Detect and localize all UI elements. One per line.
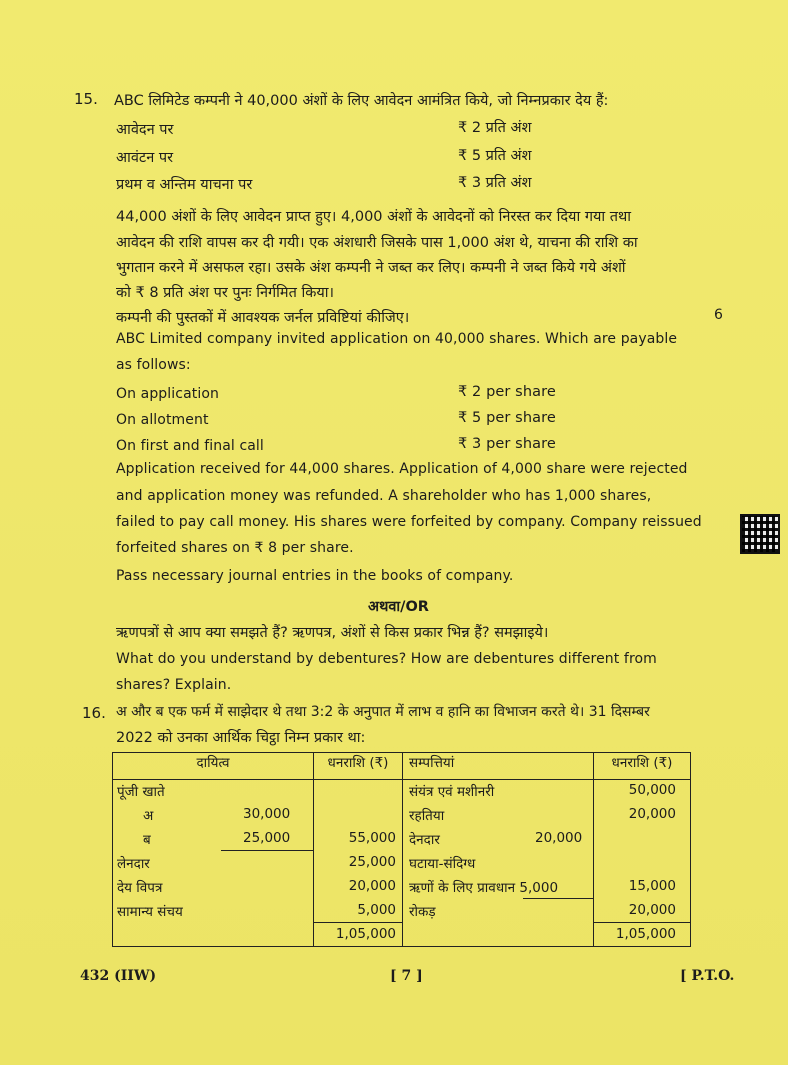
qr-code-icon (740, 514, 780, 554)
q15-english-payment-value: ₹ 3 per share (458, 436, 556, 452)
provision-doubtful-debts: ऋणों के लिए प्रावधान 5,000 (409, 880, 559, 896)
q15-english-intro-line: ABC Limited company invited application on 40,000 shares. Which are payable (116, 331, 678, 347)
header-assets: सम्पत्तियां (403, 753, 594, 780)
header-liabilities: दायित्व (113, 753, 314, 780)
bills-amount: 20,000 (348, 878, 396, 894)
stock-amount: 20,000 (628, 806, 676, 822)
balance-sheet-table (112, 752, 691, 947)
assets-cell (403, 780, 594, 947)
total-rule (314, 922, 402, 923)
pto-label: [ P.T.O. (680, 968, 735, 984)
reserve-amount: 5,000 (357, 902, 396, 918)
q15-english-instruction: Pass necessary journal entries in the books of company. (116, 568, 514, 584)
q15-hindi-para-line: को ₹ 8 प्रति अंश पर पुनः निर्गमित किया। (116, 285, 335, 301)
liabilities-cell (113, 780, 314, 947)
q15-hindi-para-line: 44,000 अंशों के लिए आवेदन प्राप्त हुए। 4,000 अंशों के आवेदनों को निरस्त कर दिया गया तथा (116, 209, 632, 225)
q15-hindi-payment-label: प्रथम व अन्तिम याचना पर (116, 177, 253, 193)
creditors-amount: 25,000 (348, 854, 396, 870)
partner-b-amount: 25,000 (243, 830, 291, 846)
q15-english-para-line: Application received for 44,000 shares. Application of 4,000 share were rejected (116, 461, 688, 477)
q15-hindi-payment-value: ₹ 2 प्रति अंश (458, 120, 532, 136)
provision-rule (523, 898, 593, 899)
q15-english-payment-value: ₹ 2 per share (458, 384, 556, 400)
liabilities-total: 1,05,000 (335, 926, 396, 942)
stock: रहतिया (409, 808, 445, 824)
partner-a-amount: 30,000 (243, 806, 291, 822)
total-rule (594, 922, 690, 923)
q15-hindi-payment-value: ₹ 3 प्रति अंश (458, 175, 532, 191)
q15-hindi-para-line: आवेदन की राशि वापस कर दी गयी। एक अंशधारी जिसके पास 1,000 अंश थे, याचना की राशि का (116, 235, 638, 251)
q16-line: अ और ब एक फर्म में साझेदार थे तथा 3:2 के अनुपात में लाभ व हानि का विभाजन करते थे। 31 दिसम्बर (116, 704, 650, 720)
header-amount: धनराशि (₹) (314, 753, 403, 780)
plant-machinery: संयंत्र एवं मशीनरी (409, 784, 495, 800)
assets-total: 1,05,000 (615, 926, 676, 942)
bills-payable: देय विपत्र (117, 880, 163, 896)
q15-english-payment-label: On first and final call (116, 438, 264, 454)
partner-a: अ (143, 808, 154, 824)
assets-amount-cell (594, 780, 691, 947)
paper-code: 432 (IIW) (80, 968, 157, 984)
debtors-gross: 20,000 (535, 830, 583, 846)
liabilities-amount-cell (314, 780, 403, 947)
creditors: लेनदार (117, 856, 150, 872)
q15-english-payment-value: ₹ 5 per share (458, 410, 556, 426)
debtors-net: 15,000 (628, 878, 676, 894)
q15-marks: 6 (714, 307, 723, 323)
cash-amount: 20,000 (628, 902, 676, 918)
q15-hindi-payment-label: आवेदन पर (116, 122, 174, 138)
partner-b: ब (143, 832, 151, 848)
q15-english-intro-line: as follows: (116, 357, 191, 373)
subtotal-rule (221, 850, 313, 851)
q15-hindi-para-line: भुगतान करने में असफल रहा। उसके अंश कम्पनी ने जब्त कर लिए। कम्पनी ने जब्त किये गये अंशों (116, 260, 626, 276)
q15-hindi-instruction: कम्पनी की पुस्तकों में आवश्यक जर्नल प्रविष्टियां कीजिए। (116, 310, 410, 326)
q15-hindi-payment-value: ₹ 5 प्रति अंश (458, 148, 532, 164)
plant-amount: 50,000 (628, 782, 676, 798)
question-number-16: 16. (82, 704, 106, 722)
q15-hindi-payment-label: आवंटन पर (116, 150, 174, 166)
cash: रोकड़ (409, 904, 436, 920)
q15-english-payment-label: On allotment (116, 412, 209, 428)
debtors: देनदार (409, 832, 440, 848)
capital-total: 55,000 (348, 830, 396, 846)
general-reserve: सामान्य संचय (117, 904, 183, 920)
q15-alt-hindi: ऋणपत्रों से आप क्या समझते हैं? ऋणपत्र, अंशों से किस प्रकार भिन्न हैं? समझाइये। (116, 625, 549, 641)
q15-hindi-intro: ABC लिमिटेड कम्पनी ने 40,000 अंशों के लिए आवेदन आमंत्रित किये, जो निम्नप्रकार देय हैं: (114, 93, 609, 109)
less-label: घटाया-संदिग्ध (409, 856, 476, 872)
q15-english-para-line: failed to pay call money. His shares were forfeited by company. Company reissued (116, 514, 702, 530)
table-header-row (113, 753, 691, 780)
q16-line: 2022 को उनका आर्थिक चिट्ठा निम्न प्रकार था: (116, 730, 366, 746)
table-body-row (113, 780, 691, 947)
page-number: [ 7 ] (390, 968, 423, 984)
q15-alt-english-line: shares? Explain. (116, 677, 232, 693)
q15-english-para-line: and application money was refunded. A shareholder who has 1,000 shares, (116, 488, 652, 504)
capital-accounts: पूंजी खाते (117, 784, 165, 800)
question-number-15: 15. (74, 90, 98, 108)
q15-alt-english-line: What do you understand by debentures? How are debentures different from (116, 651, 657, 667)
header-amount: धनराशि (₹) (594, 753, 691, 780)
q15-english-payment-label: On application (116, 386, 219, 402)
or-separator: अथवा/OR (368, 599, 429, 615)
q15-english-para-line: forfeited shares on ₹ 8 per share. (116, 540, 354, 556)
